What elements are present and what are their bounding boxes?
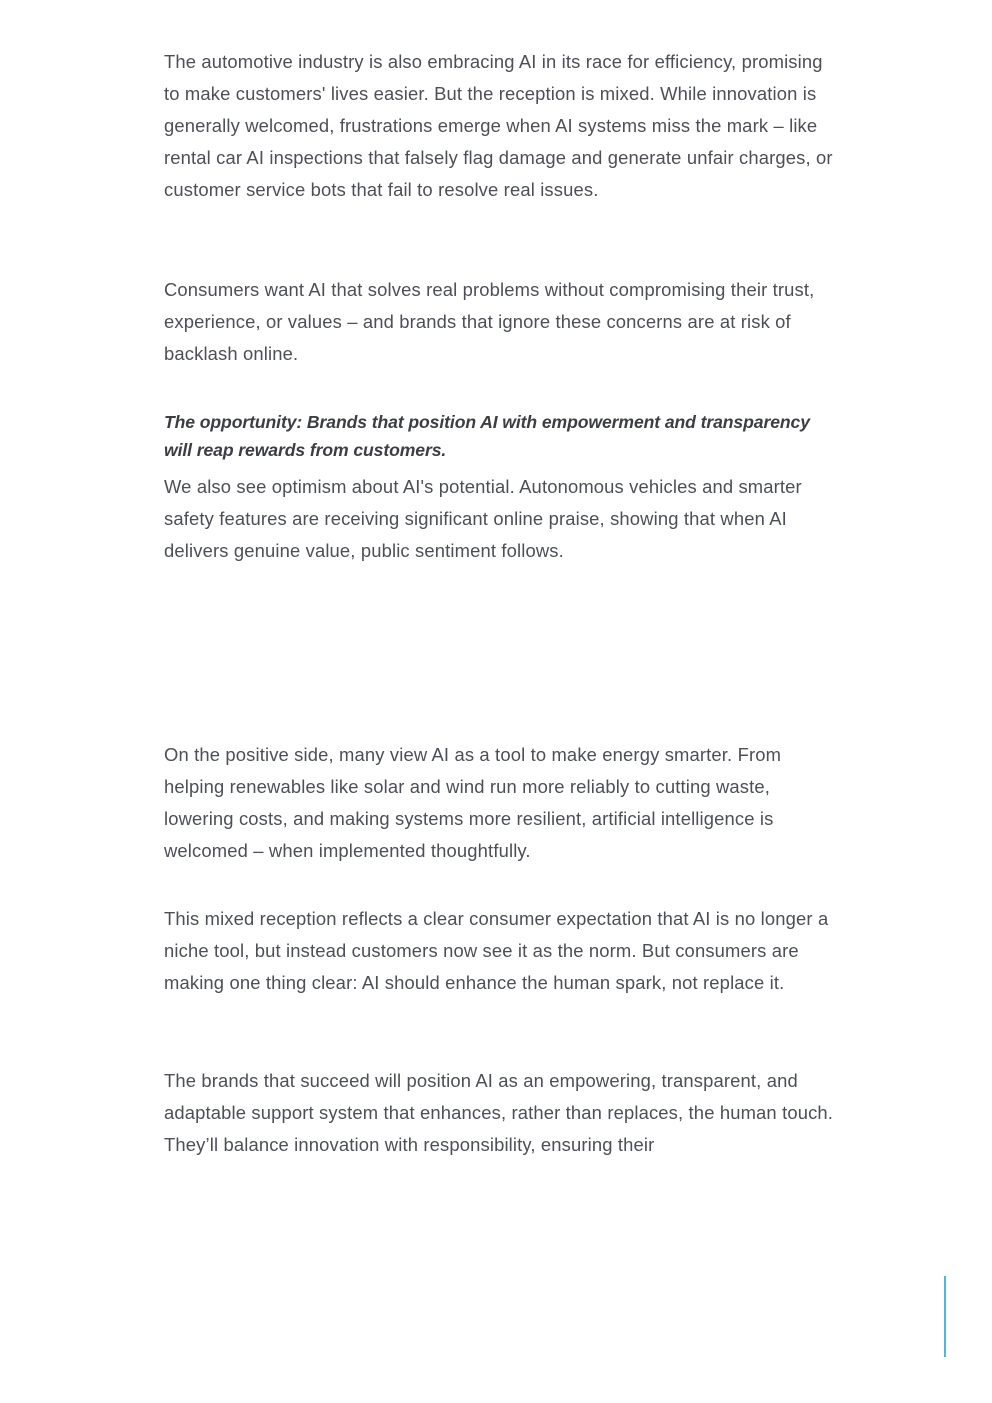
paragraph-mixed-reception: This mixed reception reflects a clear consumer expectation that AI is no longer a niche tool, but instead customers now see it as the norm. But consumers are making one thing clear: AI should enhance the human spark, not replace it.	[164, 908, 829, 993]
paragraph-automotive: The automotive industry is also embracing AI in its race for efficiency, promising to make customers' lives easier. But the reception is mixed. While innovation is generally welcomed, frustrations emerge when AI systems miss the mark – like rental car AI inspections that falsely flag damage and generate unfair charges, or customer service bots that fail to resolve real issues.	[164, 51, 833, 200]
paragraph-brands-succeed: The brands that succeed will position AI as an empowering, transparent, and adaptable support system that enhances, rather than replaces, the human touch. They’ll balance innovation with responsibility, ensuring their	[164, 1070, 834, 1155]
paragraph-consumers-want: Consumers want AI that solves real problems without compromising their trust, experience, or values – and brands that ignore these concerns are at risk of backlash online.	[164, 279, 815, 364]
paragraph-optimism: We also see optimism about AI's potential. Autonomous vehicles and smarter safety features are receiving significant online praise, showing that when AI delivers genuine value, public sentiment follows.	[164, 476, 802, 561]
page-edge-marker	[944, 1276, 946, 1357]
paragraph-energy: On the positive side, many view AI as a tool to make energy smarter. From helping renewables like solar and wind run more reliably to cutting waste, lowering costs, and making systems more resilient, artificial intelligence is welcomed – when implemented thoughtfully.	[164, 744, 782, 861]
opportunity-callout: The opportunity: Brands that position AI with empowerment and transparency will reap rewards from customers.	[164, 412, 810, 460]
